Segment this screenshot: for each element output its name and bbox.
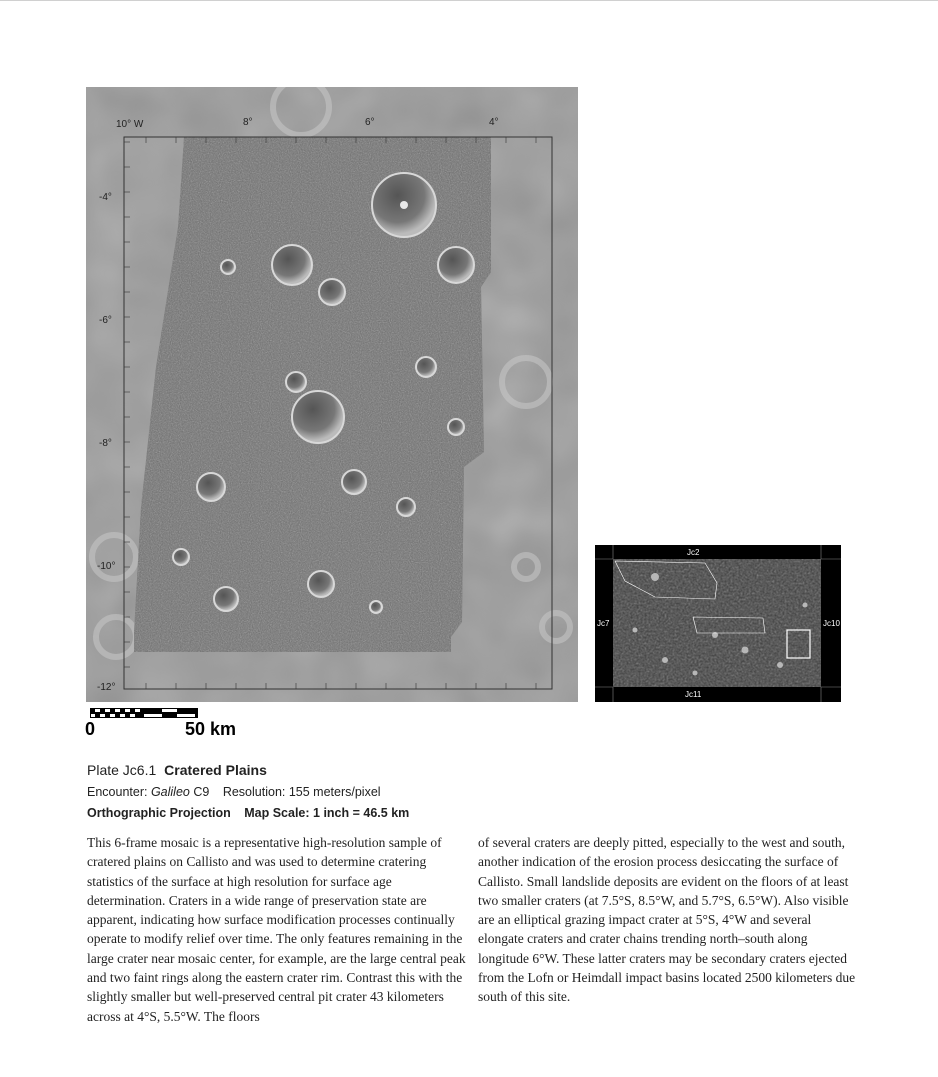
projection-line (87, 806, 409, 820)
resolution-text: Resolution: 155 meters/pixel (222, 785, 381, 799)
body-text-left-column: This 6-frame mosaic is a representative high-resolution sample of cratered plains on Callisto and was used to determine cratering statistics of the surface at high resolution for surface age determination. Craters in a wide range of preservation state are apparent, indicating how surface modification processes continually operate to modify relief over time. The only features remaining in the large crater near mosaic center, for example, are the large central peak and two faint rings along the eastern crater rim. Contrast this with the slightly smaller but well-preserved central pit crater 43 kilometers across at 4°S, 5.5°W. The floors (87, 835, 466, 1024)
scale-zero-label: 0 (85, 719, 96, 739)
encounter-label: Encounter: (87, 785, 148, 799)
page-top-rule (0, 0, 938, 1)
locator-inset-map (595, 545, 841, 702)
crater-mosaic-image (86, 87, 578, 702)
lon-label-6: 6° (365, 117, 375, 128)
locator-label-left: Jc7 (597, 619, 610, 628)
scale-bar (90, 705, 198, 715)
lon-label-4: 4° (489, 117, 499, 128)
lat-label-12: -12° (97, 682, 116, 693)
plate-number: Plate Jc6.1 (87, 762, 157, 778)
encounter-code: C9 (193, 785, 210, 799)
locator-label-bottom: Jc11 (685, 690, 702, 699)
map-scale-text: Map Scale: 1 inch = 46.5 km (244, 806, 410, 820)
projection-text: Orthographic Projection (87, 806, 231, 820)
body-text-right-column: of several craters are deeply pitted, especially to the west and south, another indication of the erosion process desiccating the surface of Callisto. Small landslide deposits are evident on the floors of at least two smaller craters (at 7.5°S, 8.5°W, and 5.7°S, 6.5°W). Also visible are an elliptical grazing impact crater at 5°S, 4°W and several elongate craters and crater chains trending north–south along longitude 6°W. These latter craters may be secondary craters ejected from the Lofn or Heimdall impact basins located 2500 kilometers due south of this site. (478, 835, 856, 1005)
locator-label-right: Jc10 (823, 619, 840, 628)
lat-label-6: -6° (99, 315, 112, 326)
encounter-line (87, 785, 381, 799)
mission-name: Galileo (150, 785, 190, 799)
locator-label-top: Jc2 (687, 548, 700, 557)
lat-label-10: -10° (97, 561, 116, 572)
lat-label-8: -8° (99, 438, 112, 449)
plate-title: Cratered Plains (164, 762, 267, 778)
plate-caption (87, 762, 267, 778)
lon-label-10w: 10° W (116, 119, 144, 130)
lon-label-8: 8° (243, 117, 253, 128)
lat-label-4: -4° (99, 192, 112, 203)
scale-distance-label: 50 km (185, 719, 237, 739)
